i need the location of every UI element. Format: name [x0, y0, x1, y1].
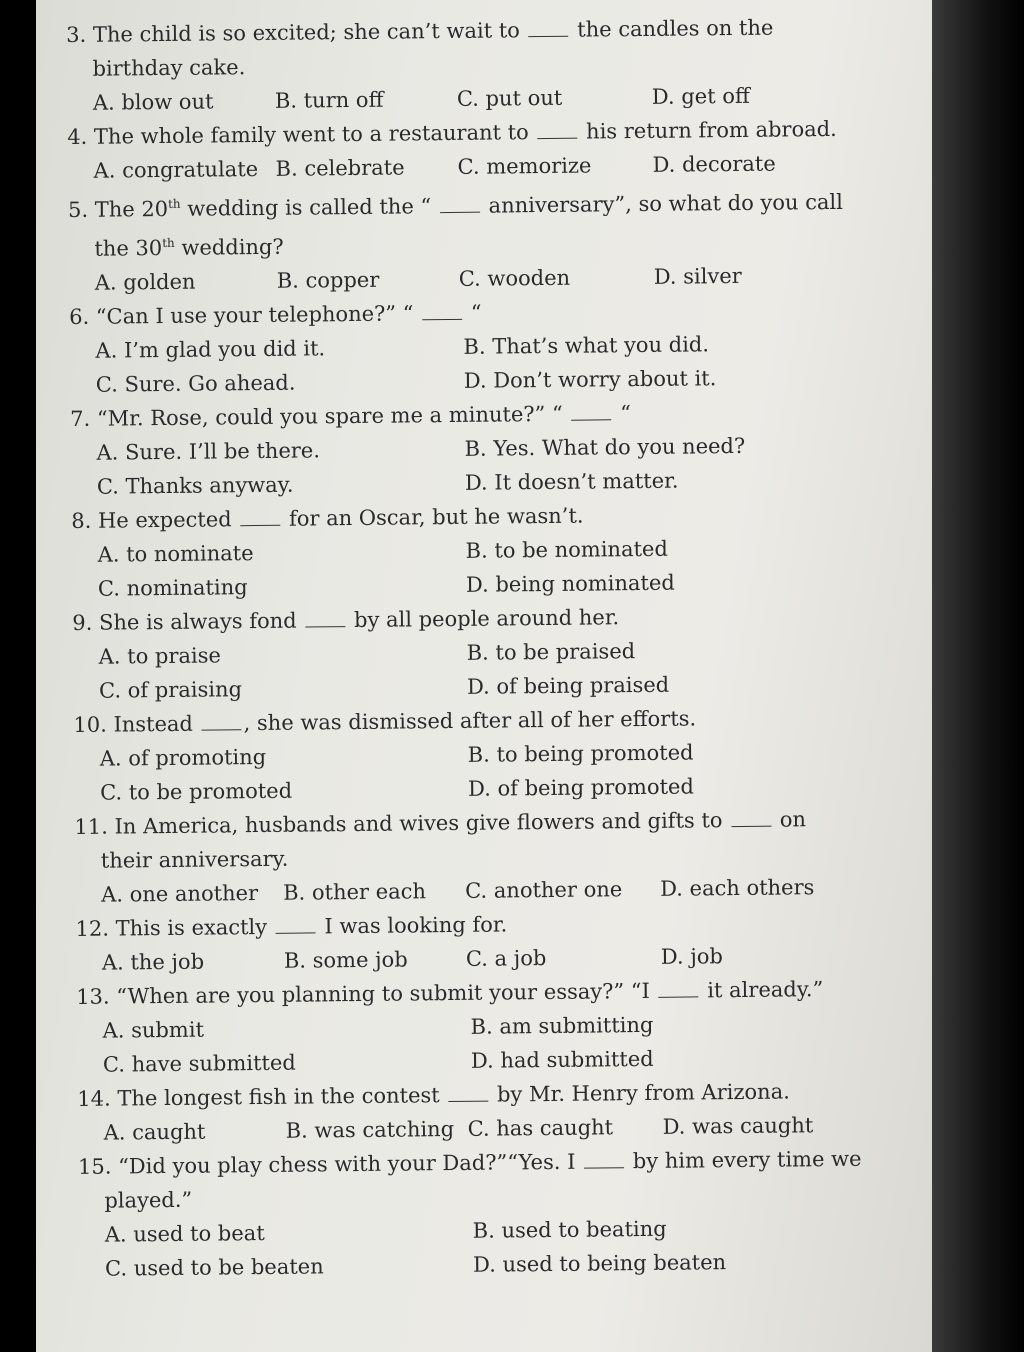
option-c: C. of praising: [98, 677, 243, 703]
option-c: C. used to be beaten: [104, 1254, 324, 1281]
answer-blank: [422, 301, 462, 320]
option-a: A. to nominate: [97, 541, 254, 567]
option-c: C. wooden: [458, 265, 571, 291]
option-c: C. a job: [465, 946, 547, 971]
question-number: 4.: [67, 124, 88, 149]
option-group: [76, 1005, 917, 1082]
question-10: [73, 699, 914, 810]
question-text: the candles on the: [577, 15, 774, 42]
option-d: D. each others: [660, 875, 815, 901]
textbook-page: [36, 0, 932, 1352]
option-a: A. I’m glad you did it.: [95, 336, 326, 363]
option-c: C. to be promoted: [99, 778, 293, 805]
question-number: 3.: [66, 22, 87, 47]
answer-blank: [448, 1083, 488, 1102]
option-d: D. decorate: [652, 151, 776, 177]
question-text: for an Oscar, but he wasn’t.: [288, 503, 584, 531]
question-number: 12.: [75, 916, 110, 941]
question-text: This is exactly: [115, 914, 268, 941]
question-number: 10.: [73, 712, 107, 737]
question-number: 11.: [74, 814, 109, 839]
option-a: A. of promoting: [99, 744, 267, 771]
option-d: D. being nominated: [465, 570, 675, 597]
question-15: [78, 1141, 919, 1286]
option-d: D. had submitted: [470, 1046, 654, 1073]
question-12: [75, 903, 916, 980]
option-b: B. was catching: [285, 1116, 455, 1143]
option-d: D. used to being beaten: [472, 1250, 727, 1277]
answer-blank: [658, 978, 698, 997]
option-d: D. of being praised: [466, 672, 670, 699]
question-number: 15.: [77, 1154, 112, 1179]
answer-blank: [571, 401, 611, 420]
option-a: A. Sure. I’ll be there.: [96, 438, 321, 465]
question-number: 5.: [67, 197, 89, 222]
question-text: The child is so excited; she can’t wait to: [92, 18, 520, 47]
question-text: by him every time we: [632, 1146, 862, 1174]
question-5: [68, 179, 909, 300]
question-text: “Mr. Rose, could you spare me a minute?” “: [96, 401, 563, 431]
question-number: 14.: [77, 1086, 111, 1111]
question-text: “Can I use your telephone?” “: [95, 301, 414, 329]
option-b: B. to be praised: [466, 639, 636, 665]
answer-blank: [305, 608, 345, 627]
option-group: [79, 1209, 920, 1286]
option-b: B. used to beating: [472, 1216, 667, 1243]
option-c: C. nominating: [97, 575, 248, 601]
question-11: [74, 801, 915, 912]
option-group: [74, 733, 915, 810]
question-continuation: birthday cake.: [92, 55, 246, 81]
option-a: A. used to beat: [104, 1220, 265, 1247]
question-text: anniversary”, so what do you call: [488, 189, 844, 218]
answer-blank: [240, 507, 280, 526]
answer-blank: [276, 914, 316, 933]
answer-blank: [584, 1149, 624, 1168]
question-text: it already.”: [707, 977, 824, 1003]
option-b: B. Yes. What do you need?: [464, 433, 746, 461]
question-text: , she was dismissed after all of her efforts.: [243, 706, 697, 736]
question-number: 7.: [70, 406, 91, 431]
ordinal-suffix: th: [167, 196, 181, 211]
option-c: C. memorize: [457, 153, 592, 179]
question-6: [69, 291, 910, 402]
option-a: A. the job: [101, 949, 205, 975]
question-text: “When are you planning to submit your essay?” “I: [116, 978, 651, 1009]
option-d: D. job: [660, 944, 724, 969]
question-text: Instead: [113, 711, 194, 737]
answer-blank: [201, 711, 241, 730]
option-b: B. to be nominated: [465, 536, 668, 563]
option-c: C. Sure. Go ahead.: [95, 370, 296, 397]
question-8: [71, 495, 912, 606]
question-text: “Did you play chess with your Dad?”“Yes. I: [117, 1149, 576, 1179]
question-7: [70, 393, 911, 504]
page-edge-shadow: [932, 0, 1024, 1352]
option-d: D. silver: [653, 263, 742, 289]
question-text: The whole family went to a restaurant to: [93, 120, 529, 149]
option-c: C. have submitted: [102, 1050, 296, 1077]
answer-blank: [731, 808, 771, 827]
option-a: A. caught: [103, 1119, 206, 1145]
question-text: wedding?: [181, 234, 284, 260]
question-4: [67, 111, 908, 188]
question-text: the 30: [94, 236, 163, 261]
question-text: “: [620, 401, 632, 426]
option-c: C. Thanks anyway.: [96, 472, 294, 499]
option-b: B. other each: [283, 879, 427, 905]
option-b: B. celebrate: [275, 155, 405, 181]
option-group: [73, 631, 914, 708]
question-text: on: [779, 807, 807, 832]
question-number: 13.: [76, 984, 110, 1009]
option-d: D. Don’t worry about it.: [463, 366, 717, 393]
question-text: In America, husbands and wives give flowers and gifts to: [114, 808, 723, 839]
option-b: B. That’s what you did.: [463, 332, 710, 359]
exercise-list: [66, 9, 919, 1286]
option-d: D. get off: [651, 83, 750, 109]
answer-blank: [440, 194, 480, 213]
question-text: by Mr. Henry from Arizona.: [496, 1079, 790, 1107]
option-d: D. It doesn’t matter.: [464, 468, 679, 495]
question-number: 8.: [71, 508, 92, 533]
question-continuation: their anniversary.: [100, 846, 289, 873]
option-group: [69, 325, 910, 402]
question-3: [66, 9, 907, 120]
answer-blank: [528, 18, 568, 37]
option-group: [71, 529, 912, 606]
option-b: B. copper: [276, 267, 380, 293]
option-b: B. some job: [283, 947, 408, 973]
option-c: C. another one: [465, 877, 623, 903]
ordinal-suffix: th: [162, 235, 175, 251]
question-13: [76, 971, 917, 1082]
option-b: B. am submitting: [470, 1012, 654, 1039]
answer-blank: [537, 120, 577, 139]
question-text: The 20: [94, 196, 169, 222]
question-text: his return from abroad.: [585, 116, 837, 144]
option-a: A. one another: [101, 881, 259, 907]
question-9: [72, 597, 913, 708]
option-group: [70, 427, 911, 504]
option-a: A. submit: [102, 1017, 205, 1043]
option-c: C. has caught: [467, 1115, 614, 1141]
question-text: “: [470, 300, 482, 325]
option-d: D. was caught: [662, 1113, 814, 1139]
question-text: She is always fond: [98, 608, 297, 635]
question-text: I was looking for.: [324, 912, 508, 939]
option-c: C. put out: [456, 85, 563, 111]
question-number: 6.: [69, 304, 90, 329]
question-continuation: played.”: [104, 1187, 193, 1213]
question-14: [77, 1073, 918, 1150]
option-b: B. turn off: [274, 87, 384, 113]
question-text: by all people around her.: [353, 605, 620, 633]
option-a: A. congratulate: [93, 156, 259, 183]
option-b: B. to being promoted: [467, 740, 694, 767]
option-a: A. to praise: [98, 643, 222, 669]
question-text: He expected: [97, 507, 232, 533]
question-text: The longest fish in the contest: [117, 1083, 440, 1111]
option-d: D. of being promoted: [467, 774, 694, 801]
question-number: 9.: [72, 610, 93, 635]
option-a: A. blow out: [92, 89, 214, 115]
option-a: A. golden: [94, 269, 196, 295]
question-text: wedding is called the “: [187, 194, 432, 221]
